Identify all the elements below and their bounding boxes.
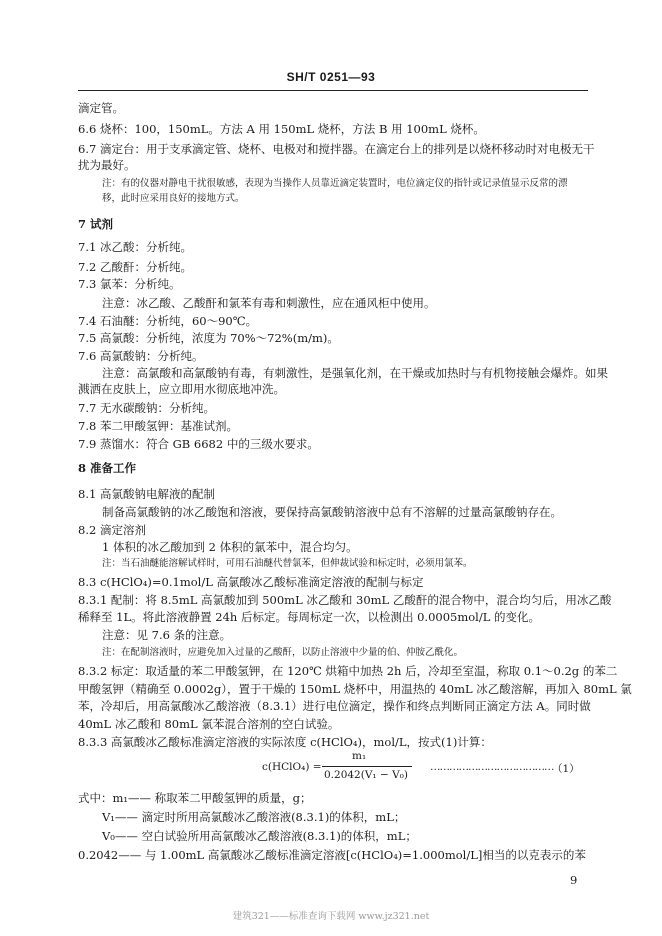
text-line: 40mL 冰乙酸和 80mL 氯苯混合溶剂的空白试验。	[78, 717, 340, 731]
standard-code-header: SH/T 0251—93	[286, 70, 376, 84]
clause-7-2: 7.2 乙酸酐：分析纯。	[78, 260, 192, 274]
clause-7-1: 7.1 冰乙酸：分析纯。	[78, 240, 192, 254]
variable-definition: 0.2042—— 与 1.00mL 高氯酸冰乙酸标准滴定溶液[c(HClO₄)=1.000mol/L]相当的以克表示的苯	[78, 848, 586, 862]
fraction-bar	[322, 766, 412, 767]
page-number: 9	[570, 873, 578, 887]
text-line: 甲酸氢钾（精确至 0.0002g），置于干燥的 150mL 烧杯中，用温热的 40mL 冰乙酸溶解，再加入 80mL 氯	[78, 682, 632, 696]
clause-7-3: 7.3 氯苯：分析纯。	[78, 277, 181, 291]
text-line: 扰为最好。	[78, 158, 136, 172]
text-line: 1 体积的冰乙酸加到 2 体积的氯苯中，混合均匀。	[102, 540, 358, 554]
header-rule	[78, 90, 588, 91]
clause-6-7: 6.7 滴定台：用于支承滴定管、烧杯、电极对和搅拌器。在滴定台上的排列是以烧杯移动时对电极无干	[78, 142, 595, 156]
variable-definition: V₀—— 空白试验所用高氯酸冰乙酸溶液(8.3.1)的体积，mL；	[102, 829, 417, 843]
formula-denominator: 0.2042(V₁ − V₀)	[324, 769, 408, 781]
formula-lhs: c(HClO₄) =	[262, 761, 322, 773]
clause-7-4: 7.4 石油醚：分析纯，60～90℃。	[78, 314, 258, 328]
caution-line: 溅洒在皮肤上，应立即用水彻底地冲洗。	[78, 382, 285, 396]
formula-leader-dots: …………………………………	[430, 761, 554, 773]
clause-8-3-1: 8.3.1 配制：将 8.5mL 高氯酸加到 500mL 冰乙酸和 30mL 乙酸酐的混合物中，混合均匀后，用冰乙酸	[78, 593, 612, 607]
clause-8-3-3: 8.3.3 高氯酸冰乙酸标准滴定溶液的实际浓度 c(HClO₄)，mol/L，按式(1)计算：	[78, 735, 492, 749]
clause-8-2: 8.2 滴定溶剂	[78, 523, 146, 537]
caution-line: 注意：高氯酸和高氯酸钠有毒，有刺激性，是强氧化剂，在干燥或加热时与有机物接触会爆炸。如果	[102, 366, 608, 380]
text-line: 制备高氯酸钠的冰乙酸饱和溶液，要保持高氯酸钠溶液中总有不溶解的过量高氯酸钠存在。	[102, 505, 562, 519]
clause-7-8: 7.8 苯二甲酸氢钾：基准试剂。	[78, 419, 238, 433]
section-8-heading: 8 准备工作	[78, 461, 137, 475]
variable-definition: 式中：m₁—— 称取苯二甲酸氢钾的质量，g；	[78, 791, 312, 805]
note-line: 注：在配制溶液时，应避免加入过量的乙酸酐，以防止溶液中少量的伯、仲胺乙酰化。	[102, 647, 464, 658]
clause-7-9: 7.9 蒸馏水：符合 GB 6682 中的三级水要求。	[78, 437, 319, 451]
caution-line: 注意：冰乙酸、乙酸酐和氯苯有毒和刺激性，应在通风柜中使用。	[102, 296, 436, 310]
variable-definition: V₁—— 滴定时所用高氯酸冰乙酸溶液(8.3.1)的体积，mL；	[102, 810, 406, 824]
section-7-heading: 7 试剂	[78, 217, 114, 231]
clause-8-3: 8.3 c(HClO₄)=0.1mol/L 高氯酸冰乙酸标准滴定溶液的配制与标定	[78, 575, 424, 589]
clause-7-7: 7.7 无水碳酸钠：分析纯。	[78, 401, 215, 415]
note-line: 注：有的仪器对静电干扰很敏感，表现为当操作人员靠近滴定装置时，电位滴定仪的指针或记录值显示反常的漂	[102, 178, 568, 189]
text-line: 稀释至 1L。将此溶液静置 24h 后标定。每周标定一次，以检测出 0.0005mol/L 的变化。	[78, 610, 541, 624]
clause-8-3-2: 8.3.2 标定：取适量的苯二甲酸氢钾，在 120℃ 烘箱中加热 2h 后，冷却至室温，称取 0.1～0.2g 的苯二	[78, 664, 618, 678]
formula-number: （1）	[552, 763, 580, 775]
clause-8-1: 8.1 高氯酸钠电解液的配制	[78, 487, 215, 501]
note-line: 移，此时应采用良好的接地方式。	[102, 193, 245, 204]
caution-line: 注意：见 7.6 条的注意。	[102, 628, 232, 642]
clause-7-6: 7.6 高氯酸钠：分析纯。	[78, 349, 204, 363]
watermark-footer: 建筑321——标准查询下载网 www.jz321.net	[232, 911, 430, 922]
text-line: 滴定管。	[78, 101, 124, 115]
note-line: 注：当石油醚能溶解试样时，可用石油醚代替氯苯，但伸裁试验和标定时，必须用氯苯。	[102, 558, 473, 569]
text-line: 苯，冷却后，用高氯酸冰乙酸溶液（8.3.1）进行电位滴定，操作和终点判断同正滴定方法 A。同时做	[78, 699, 591, 713]
formula-numerator: m₁	[352, 750, 367, 762]
clause-7-5: 7.5 高氯酸：分析纯，浓度为 70%～72%(m/m)。	[78, 331, 339, 345]
clause-6-6: 6.6 烧杯：100，150mL。方法 A 用 150mL 烧杯，方法 B 用 100mL 烧杯。	[78, 122, 485, 136]
